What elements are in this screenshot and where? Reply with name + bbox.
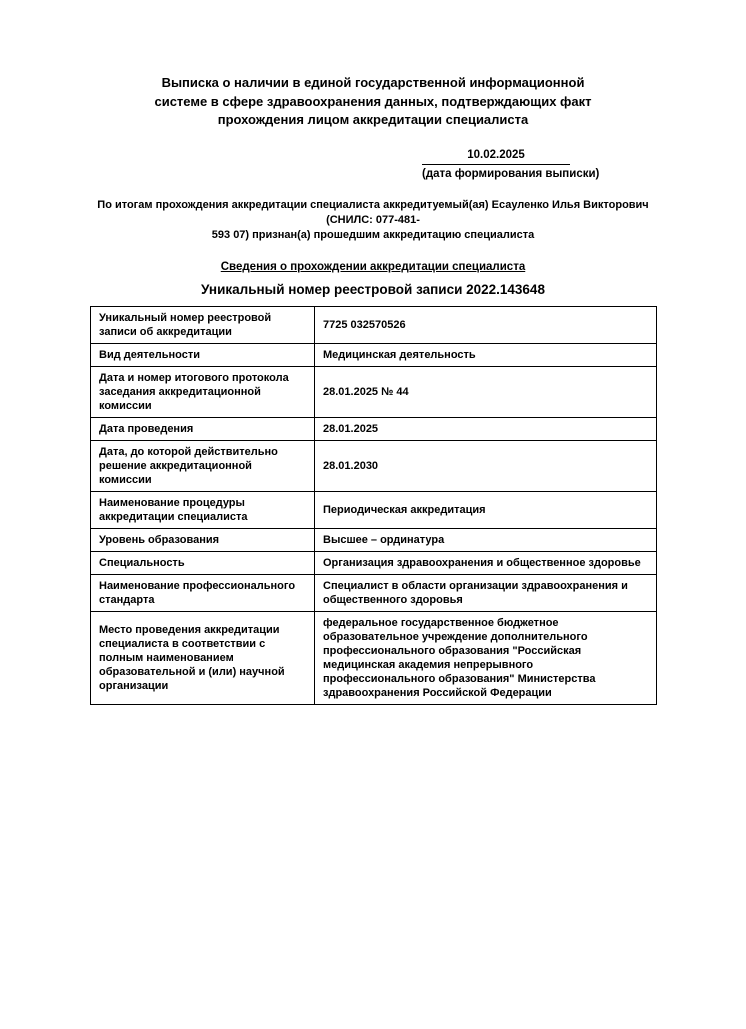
extract-date: 10.02.2025 [422, 148, 570, 165]
extract-date-caption: (дата формирования выписки) [422, 167, 600, 180]
row-label: Дата, до которой действительно решение аккредитационной комиссии [91, 440, 315, 491]
table-row [91, 491, 657, 528]
table-row [91, 306, 657, 343]
row-value: Организация здравоохранения и общественное здоровье [315, 551, 657, 574]
row-label: Место проведения аккредитации специалиста в соответствии с полным наименованием образовательной и (или) научной организации [91, 611, 315, 704]
document-content [90, 74, 656, 705]
row-label: Наименование процедуры аккредитации специалиста [91, 491, 315, 528]
document-title [90, 74, 656, 130]
row-value: федеральное государственное бюджетное образовательное учреждение дополнительного профессионального образования "Российская медицинская академия непрерывного профессионального образования" Министерства здравоохранения Российской Федерации [315, 611, 657, 704]
table-row [91, 574, 657, 611]
row-label: Дата проведения [91, 417, 315, 440]
table-row [91, 551, 657, 574]
accreditation-table [90, 306, 657, 705]
table-row [91, 366, 657, 417]
extract-date-block [422, 148, 600, 181]
row-label: Специальность [91, 551, 315, 574]
row-value: 28.01.2025 [315, 417, 657, 440]
document-title-line-1: Выписка о наличии в единой государственной информационной [161, 75, 585, 90]
row-value: 28.01.2025 № 44 [315, 366, 657, 417]
row-value: Специалист в области организации здравоохранения и общественного здоровья [315, 574, 657, 611]
table-row [91, 417, 657, 440]
table-row [91, 343, 657, 366]
table-row [91, 611, 657, 704]
section-heading: Сведения о прохождении аккредитации специалиста [220, 260, 526, 273]
table-row [91, 440, 657, 491]
intro-paragraph [90, 198, 656, 243]
intro-line-2: 593 07) признан(а) прошедшим аккредитацию специалиста [211, 228, 535, 241]
row-label: Дата и номер итогового протокола заседания аккредитационной комиссии [91, 366, 315, 417]
row-value: 7725 032570526 [315, 306, 657, 343]
row-label: Уровень образования [91, 528, 315, 551]
row-value: Периодическая аккредитация [315, 491, 657, 528]
row-label: Уникальный номер реестровой записи об аккредитации [91, 306, 315, 343]
intro-line-1: По итогам прохождения аккредитации специалиста аккредитуемый(ая) Есауленко Илья Викторович (СНИЛС: 077-481- [97, 198, 649, 226]
row-value: Высшее – ординатура [315, 528, 657, 551]
document-title-line-3: прохождения лицом аккредитации специалиста [217, 112, 529, 127]
row-value: 28.01.2030 [315, 440, 657, 491]
record-number-heading: Уникальный номер реестровой записи 2022.143648 [201, 281, 545, 297]
document-title-line-2: системе в сфере здравоохранения данных, подтверждающих факт [154, 93, 592, 109]
row-value: Медицинская деятельность [315, 343, 657, 366]
table-row [91, 528, 657, 551]
row-label: Вид деятельности [91, 343, 315, 366]
row-label: Наименование профессионального стандарта [91, 574, 315, 611]
